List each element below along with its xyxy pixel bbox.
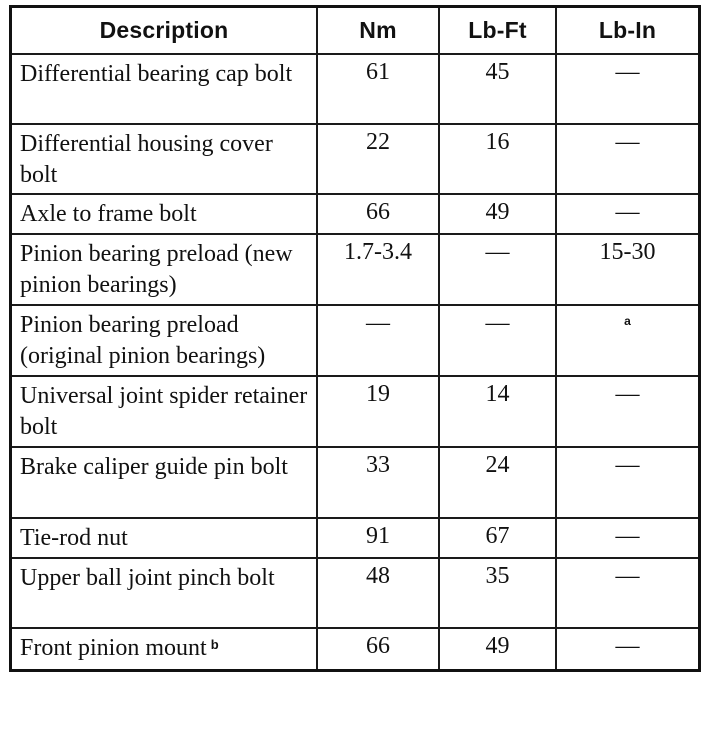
header-nm: Nm [318, 8, 440, 55]
row-lb-ft: 67 [440, 519, 557, 559]
row-nm: 61 [318, 55, 440, 125]
row-lb-in: 15-30 [557, 235, 698, 306]
row-nm: 33 [318, 448, 440, 519]
row-description: Upper ball joint pinch bolt [12, 559, 318, 629]
row-description: Brake caliper guide pin bolt [12, 448, 318, 519]
row-lb-ft: 49 [440, 195, 557, 235]
row-lb-in: — [557, 195, 698, 235]
row-nm: — [318, 306, 440, 377]
row-nm: 91 [318, 519, 440, 559]
row-description: Pinion bearing preload (new pinion bearings) [12, 235, 318, 306]
row-lb-ft: 35 [440, 559, 557, 629]
row-lb-in: — [615, 633, 640, 659]
row-nm: 22 [318, 125, 440, 195]
row-nm: 66 [318, 195, 440, 235]
row-nm: 19 [318, 377, 440, 448]
row-lb-in: — [557, 519, 698, 559]
row-description: Front pinion mount [20, 635, 207, 661]
row-lb-in: — [557, 55, 698, 125]
row-description: Differential bearing cap bolt [12, 55, 318, 125]
row-lb-in: — [557, 125, 698, 195]
row-nm: 1.7-3.4 [318, 235, 440, 306]
row-description: Differential housing cover bolt [12, 125, 318, 195]
header-lb-in: Lb-In [557, 8, 698, 55]
row-lb-ft: 16 [440, 125, 557, 195]
footnote-b-marker: b [210, 637, 219, 652]
row-lb-ft: 14 [440, 377, 557, 448]
row-description-container [12, 629, 318, 669]
row-description: Tie-rod nut [12, 519, 318, 559]
row-lb-ft: — [440, 306, 557, 377]
row-nm: 48 [318, 559, 440, 629]
row-description: Pinion bearing preload (original pinion bearings) [12, 306, 318, 377]
row-nm: 66 [318, 629, 440, 669]
row-lb-in: — [557, 448, 698, 519]
header-lb-ft: Lb-Ft [440, 8, 557, 55]
row-lb-in-footnote-a: a [557, 306, 698, 377]
row-lb-in: — [557, 559, 698, 629]
row-lb-ft: 24 [440, 448, 557, 519]
row-description: Universal joint spider retainer bolt [12, 377, 318, 448]
row-lb-ft: 49 [440, 629, 557, 669]
row-lb-ft: 45 [440, 55, 557, 125]
row-description: Axle to frame bolt [12, 195, 318, 235]
torque-specifications-table [9, 5, 701, 672]
row-lb-ft: — [440, 235, 557, 306]
row-lb-in: — [557, 377, 698, 448]
header-description: Description [12, 8, 318, 55]
